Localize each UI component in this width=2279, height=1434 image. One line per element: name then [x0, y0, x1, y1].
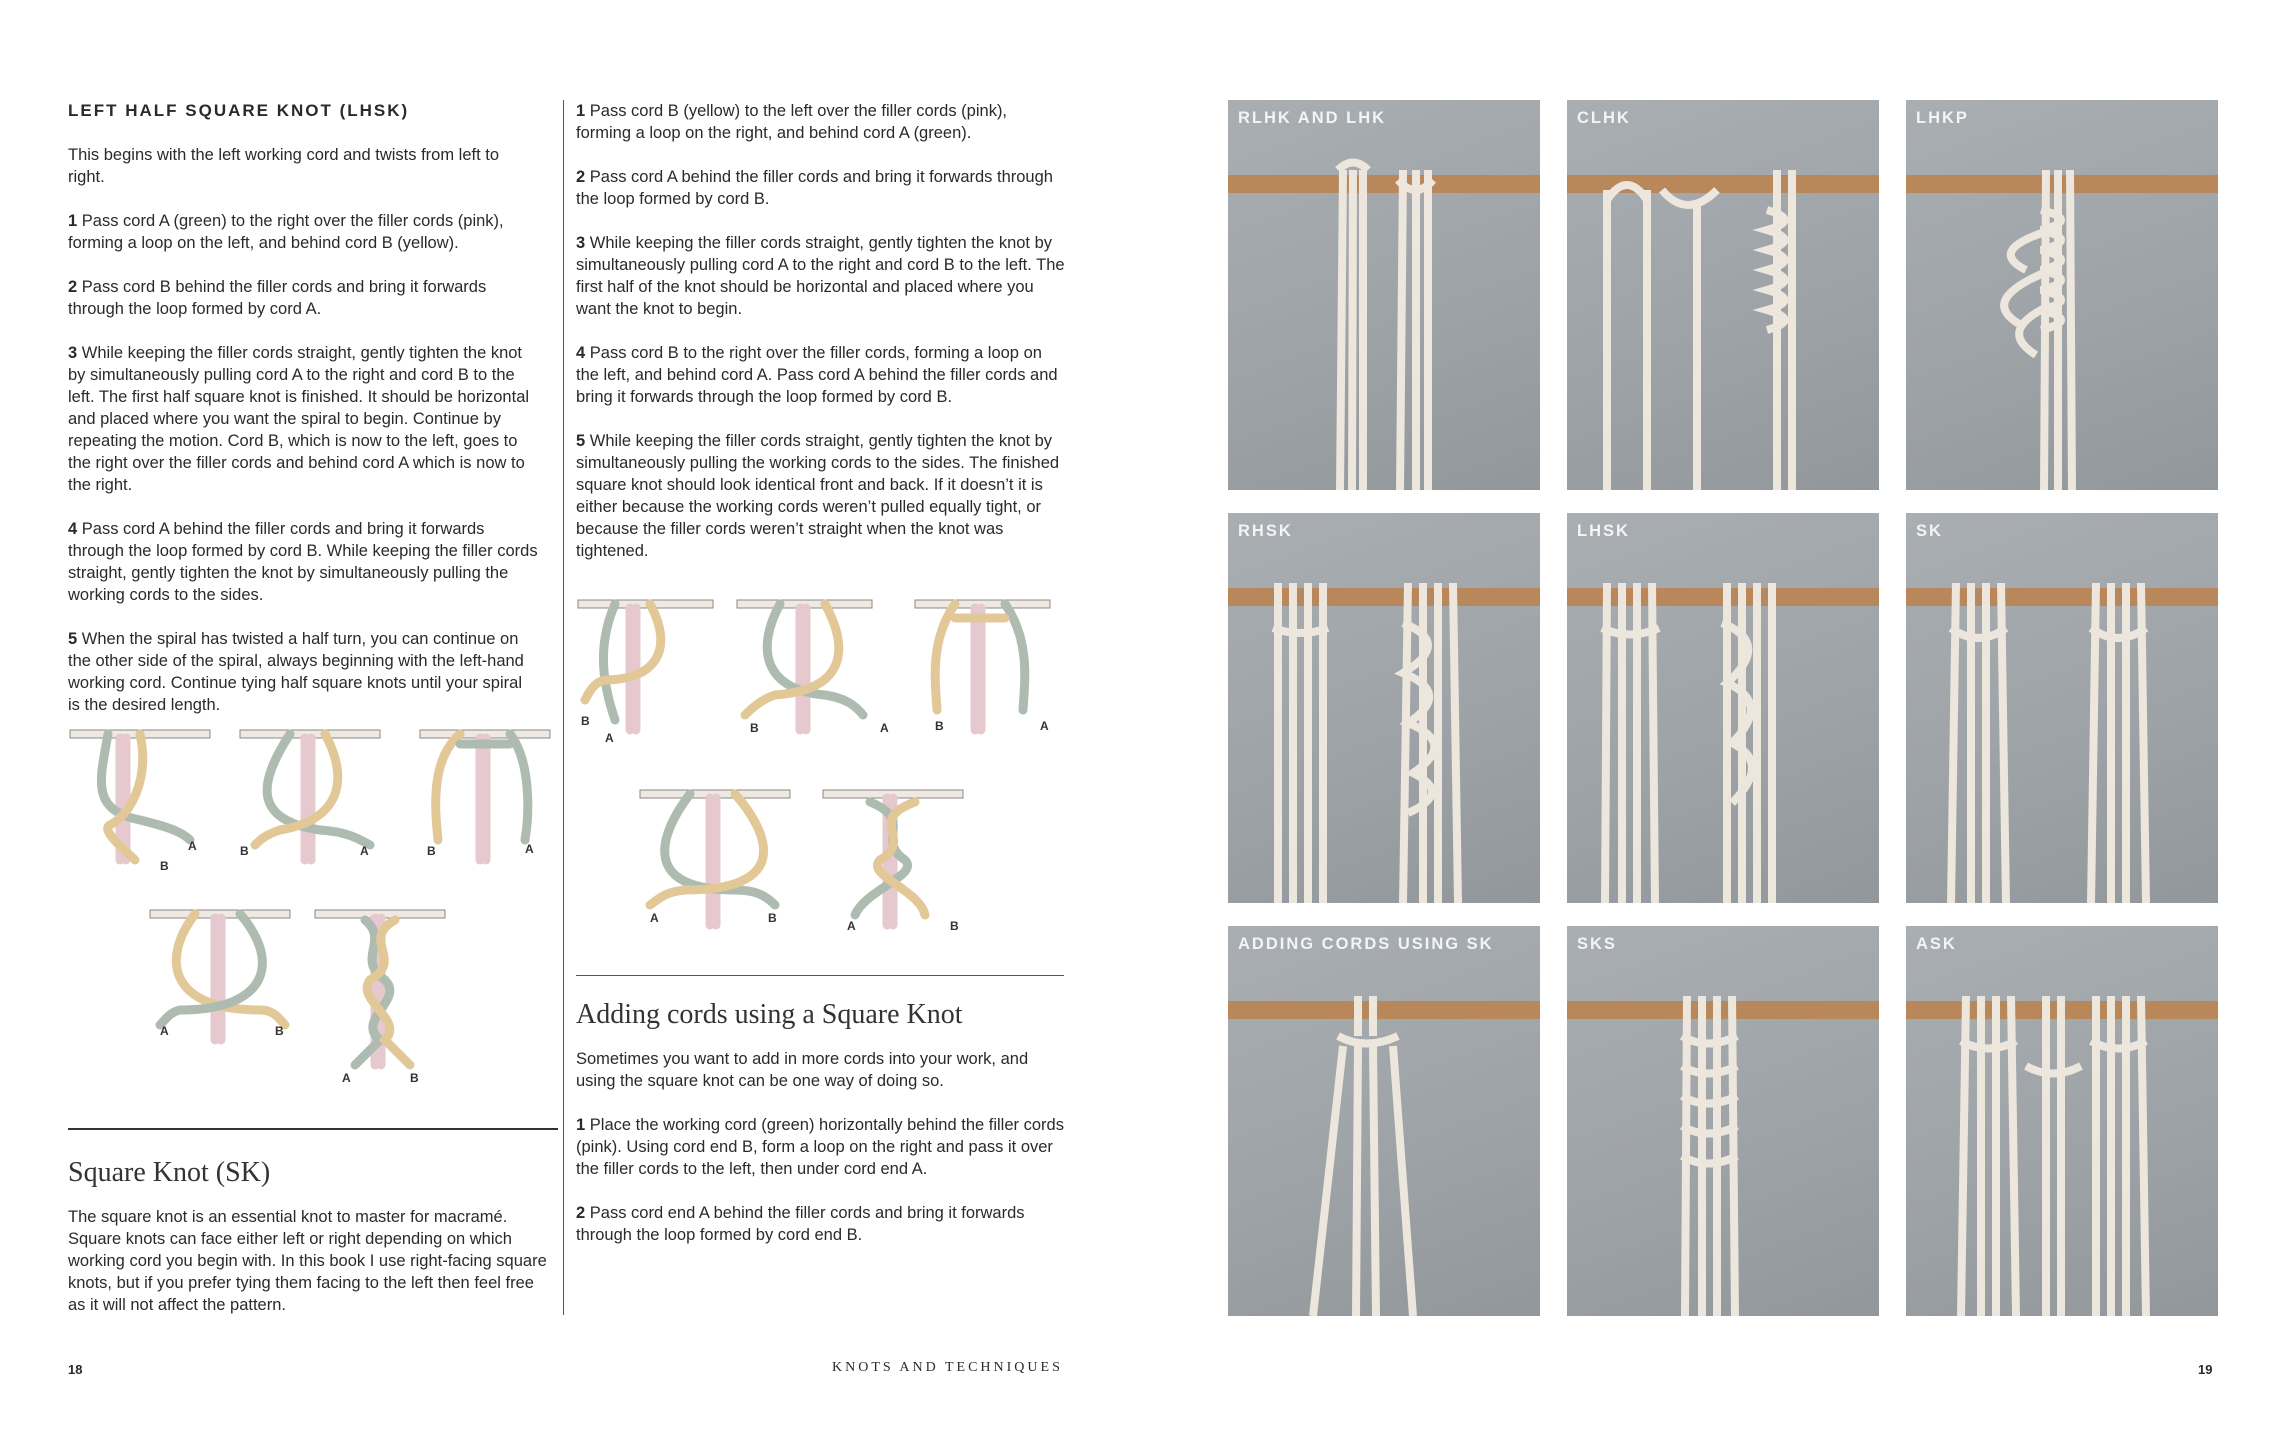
diagram-label-a: A [525, 842, 534, 856]
step-number: 1 [576, 102, 586, 120]
photo-rlhk-lhk [1228, 100, 1540, 490]
diagram-label-a: A [360, 844, 369, 858]
step-text: While keeping the filler cords straight, gently tighten the knot by simultaneously pulling the working cords to the sides. The finished square knot should look identical front and back. If it doesn’t it is either because the working cords weren’t pulled equally tight, or because the filler cords weren’t straight when the knot was tightened. [576, 432, 1060, 560]
adding-cords-step [576, 1114, 1066, 1180]
page-number-right: 19 [2198, 1362, 2213, 1377]
photo-caption: LHSK [1577, 522, 1630, 540]
sk-step [576, 342, 1066, 408]
step-text: While keeping the filler cords straight, gently tighten the knot by simultaneously pulling cord A to the right and cord B to the left. The first half of the knot should be horizontal and placed where you want the knot to begin. [576, 234, 1065, 318]
section-divider [68, 1128, 558, 1130]
diagram-label-b: B [935, 719, 944, 733]
diagram-label-b: B [581, 714, 590, 728]
step-number: 2 [68, 278, 78, 296]
step-text: Pass cord B (yellow) to the left over the filler cords (pink), forming a loop on the right, and behind cord A (green). [576, 102, 1008, 142]
step-number: 1 [576, 1116, 586, 1134]
step-text: Pass cord A behind the filler cords and bring it forwards through the loop formed by cord B. While keeping the filler cords straight, gently tighten the knot by simultaneously pulling the working cords to the sides. [68, 520, 538, 604]
photo-lhsk [1567, 513, 1879, 903]
photo-caption: ADDING CORDS USING SK [1238, 935, 1494, 953]
step-text: Pass cord end A behind the filler cords and bring it forwards through the loop formed by cord end B. [576, 1204, 1025, 1244]
knot-photo [1906, 926, 2218, 1316]
diagram-label-b: B [160, 859, 169, 873]
photo-caption: SKS [1577, 935, 1617, 953]
lhsk-diagrams [60, 720, 560, 1090]
diagram-label-b: B [750, 721, 759, 735]
step-number: 4 [68, 520, 78, 538]
diagram-label-a: A [188, 839, 197, 853]
sk-step [576, 430, 1066, 562]
step-number: 5 [576, 432, 586, 450]
lhsk-step [68, 210, 538, 254]
lhsk-column [68, 100, 538, 738]
diagram-label-a: A [880, 721, 889, 735]
diagram-label-b: B [427, 844, 436, 858]
step-text: Pass cord A behind the filler cords and bring it forwards through the loop formed by cord B. [576, 168, 1053, 208]
step-number: 4 [576, 344, 586, 362]
knot-photo [1567, 926, 1879, 1316]
sk-diagrams [575, 590, 1065, 940]
lhsk-step [68, 276, 538, 320]
diagram-label-b: B [768, 911, 777, 925]
step-number: 3 [68, 344, 78, 362]
knot-photo [1228, 926, 1540, 1316]
sk-heading: Square Knot (SK) [68, 1157, 271, 1188]
knot-photo [1567, 100, 1879, 490]
photo-ask [1906, 926, 2218, 1316]
photo-caption: ASK [1916, 935, 1957, 953]
lhsk-step [68, 342, 538, 496]
photo-caption: CLHK [1577, 109, 1631, 127]
sk-step [576, 100, 1066, 144]
adding-cords-step [576, 1202, 1066, 1246]
knot-photo [1906, 100, 2218, 490]
photo-lhkp [1906, 100, 2218, 490]
photo-caption: SK [1916, 522, 1943, 540]
step-number: 3 [576, 234, 586, 252]
knot-photo [1906, 513, 2218, 903]
sk-step [576, 232, 1066, 320]
step-number: 2 [576, 1204, 586, 1222]
photo-caption: RHSK [1238, 522, 1293, 540]
lhsk-step [68, 628, 538, 716]
diagram-label-a: A [342, 1071, 351, 1085]
diagram-label-a: A [605, 731, 614, 745]
lhsk-heading: LEFT HALF SQUARE KNOT (LHSK) [68, 101, 410, 120]
step-number: 5 [68, 630, 78, 648]
lhsk-intro: This begins with the left working cord and twists from left to right. [68, 146, 500, 186]
diagram-label-a: A [1040, 719, 1049, 733]
adding-cords-column [576, 999, 1066, 1268]
diagram-label-b: B [275, 1024, 284, 1038]
lhsk-step [68, 518, 538, 606]
sk-steps-column [576, 100, 1066, 584]
diagram-label-b: B [240, 844, 249, 858]
photo-caption: RLHK AND LHK [1238, 109, 1387, 127]
knot-photo [1228, 100, 1540, 490]
sk-step [576, 166, 1066, 210]
diagram-label-a: A [160, 1024, 169, 1038]
diagram-label-b: B [950, 919, 959, 933]
knot-photo [1567, 513, 1879, 903]
photo-sk [1906, 513, 2218, 903]
sk-intro: The square knot is an essential knot to master for macramé. Square knots can face either left or right depending on which working cord you begin with. In this book I use right-facing square knots, but if you prefer tying them facing to the left then feel free as it will not affect the pattern. [68, 1208, 547, 1314]
page-number-left: 18 [68, 1362, 83, 1377]
step-text: Pass cord B to the right over the filler cords, forming a loop on the left, and behind cord A. Pass cord A behind the filler cords and bring it forwards through the loop formed by cord B. [576, 344, 1058, 406]
photo-adding-cords-sk [1228, 926, 1540, 1316]
section-divider [576, 975, 1064, 976]
diagram-label-a: A [650, 911, 659, 925]
adding-cords-heading: Adding cords using a Square Knot [576, 999, 963, 1030]
step-text: When the spiral has twisted a half turn, you can continue on the other side of the spiral, always beginning with the left-hand working cord. Continue tying half square knots until your spiral is the desired length. [68, 630, 524, 714]
diagram-label-b: B [410, 1071, 419, 1085]
step-number: 2 [576, 168, 586, 186]
step-text: Pass cord B behind the filler cords and bring it forwards through the loop formed by cord A. [68, 278, 487, 318]
adding-cords-intro: Sometimes you want to add in more cords into your work, and using the square knot can be one way of doing so. [576, 1050, 1029, 1090]
step-number: 1 [68, 212, 78, 230]
sk-intro-column [68, 1157, 548, 1338]
running-head: KNOTS AND TECHNIQUES [832, 1360, 1063, 1375]
column-divider [563, 100, 564, 1315]
step-text: Place the working cord (green) horizontally behind the filler cords (pink). Using cord end B, form a loop on the right and pass it over the filler cords to the left, then under cord end A. [576, 1116, 1064, 1178]
photo-caption: LHKP [1916, 109, 1969, 127]
photo-sks [1567, 926, 1879, 1316]
step-text: While keeping the filler cords straight, gently tighten the knot by simultaneously pulling cord A to the right and cord B to the left. The first half square knot is finished. It should be horizontal and placed where you want the spiral to begin. Continue by repeating the motion. Cord B, which is now to the left, goes to the right over the filler cords and behind cord A which is now to the right. [68, 344, 530, 494]
photo-rhsk [1228, 513, 1540, 903]
photo-clhk [1567, 100, 1879, 490]
step-text: Pass cord A (green) to the right over the filler cords (pink), forming a loop on the left, and behind cord B (yellow). [68, 212, 504, 252]
diagram-label-a: A [847, 919, 856, 933]
knot-photo [1228, 513, 1540, 903]
